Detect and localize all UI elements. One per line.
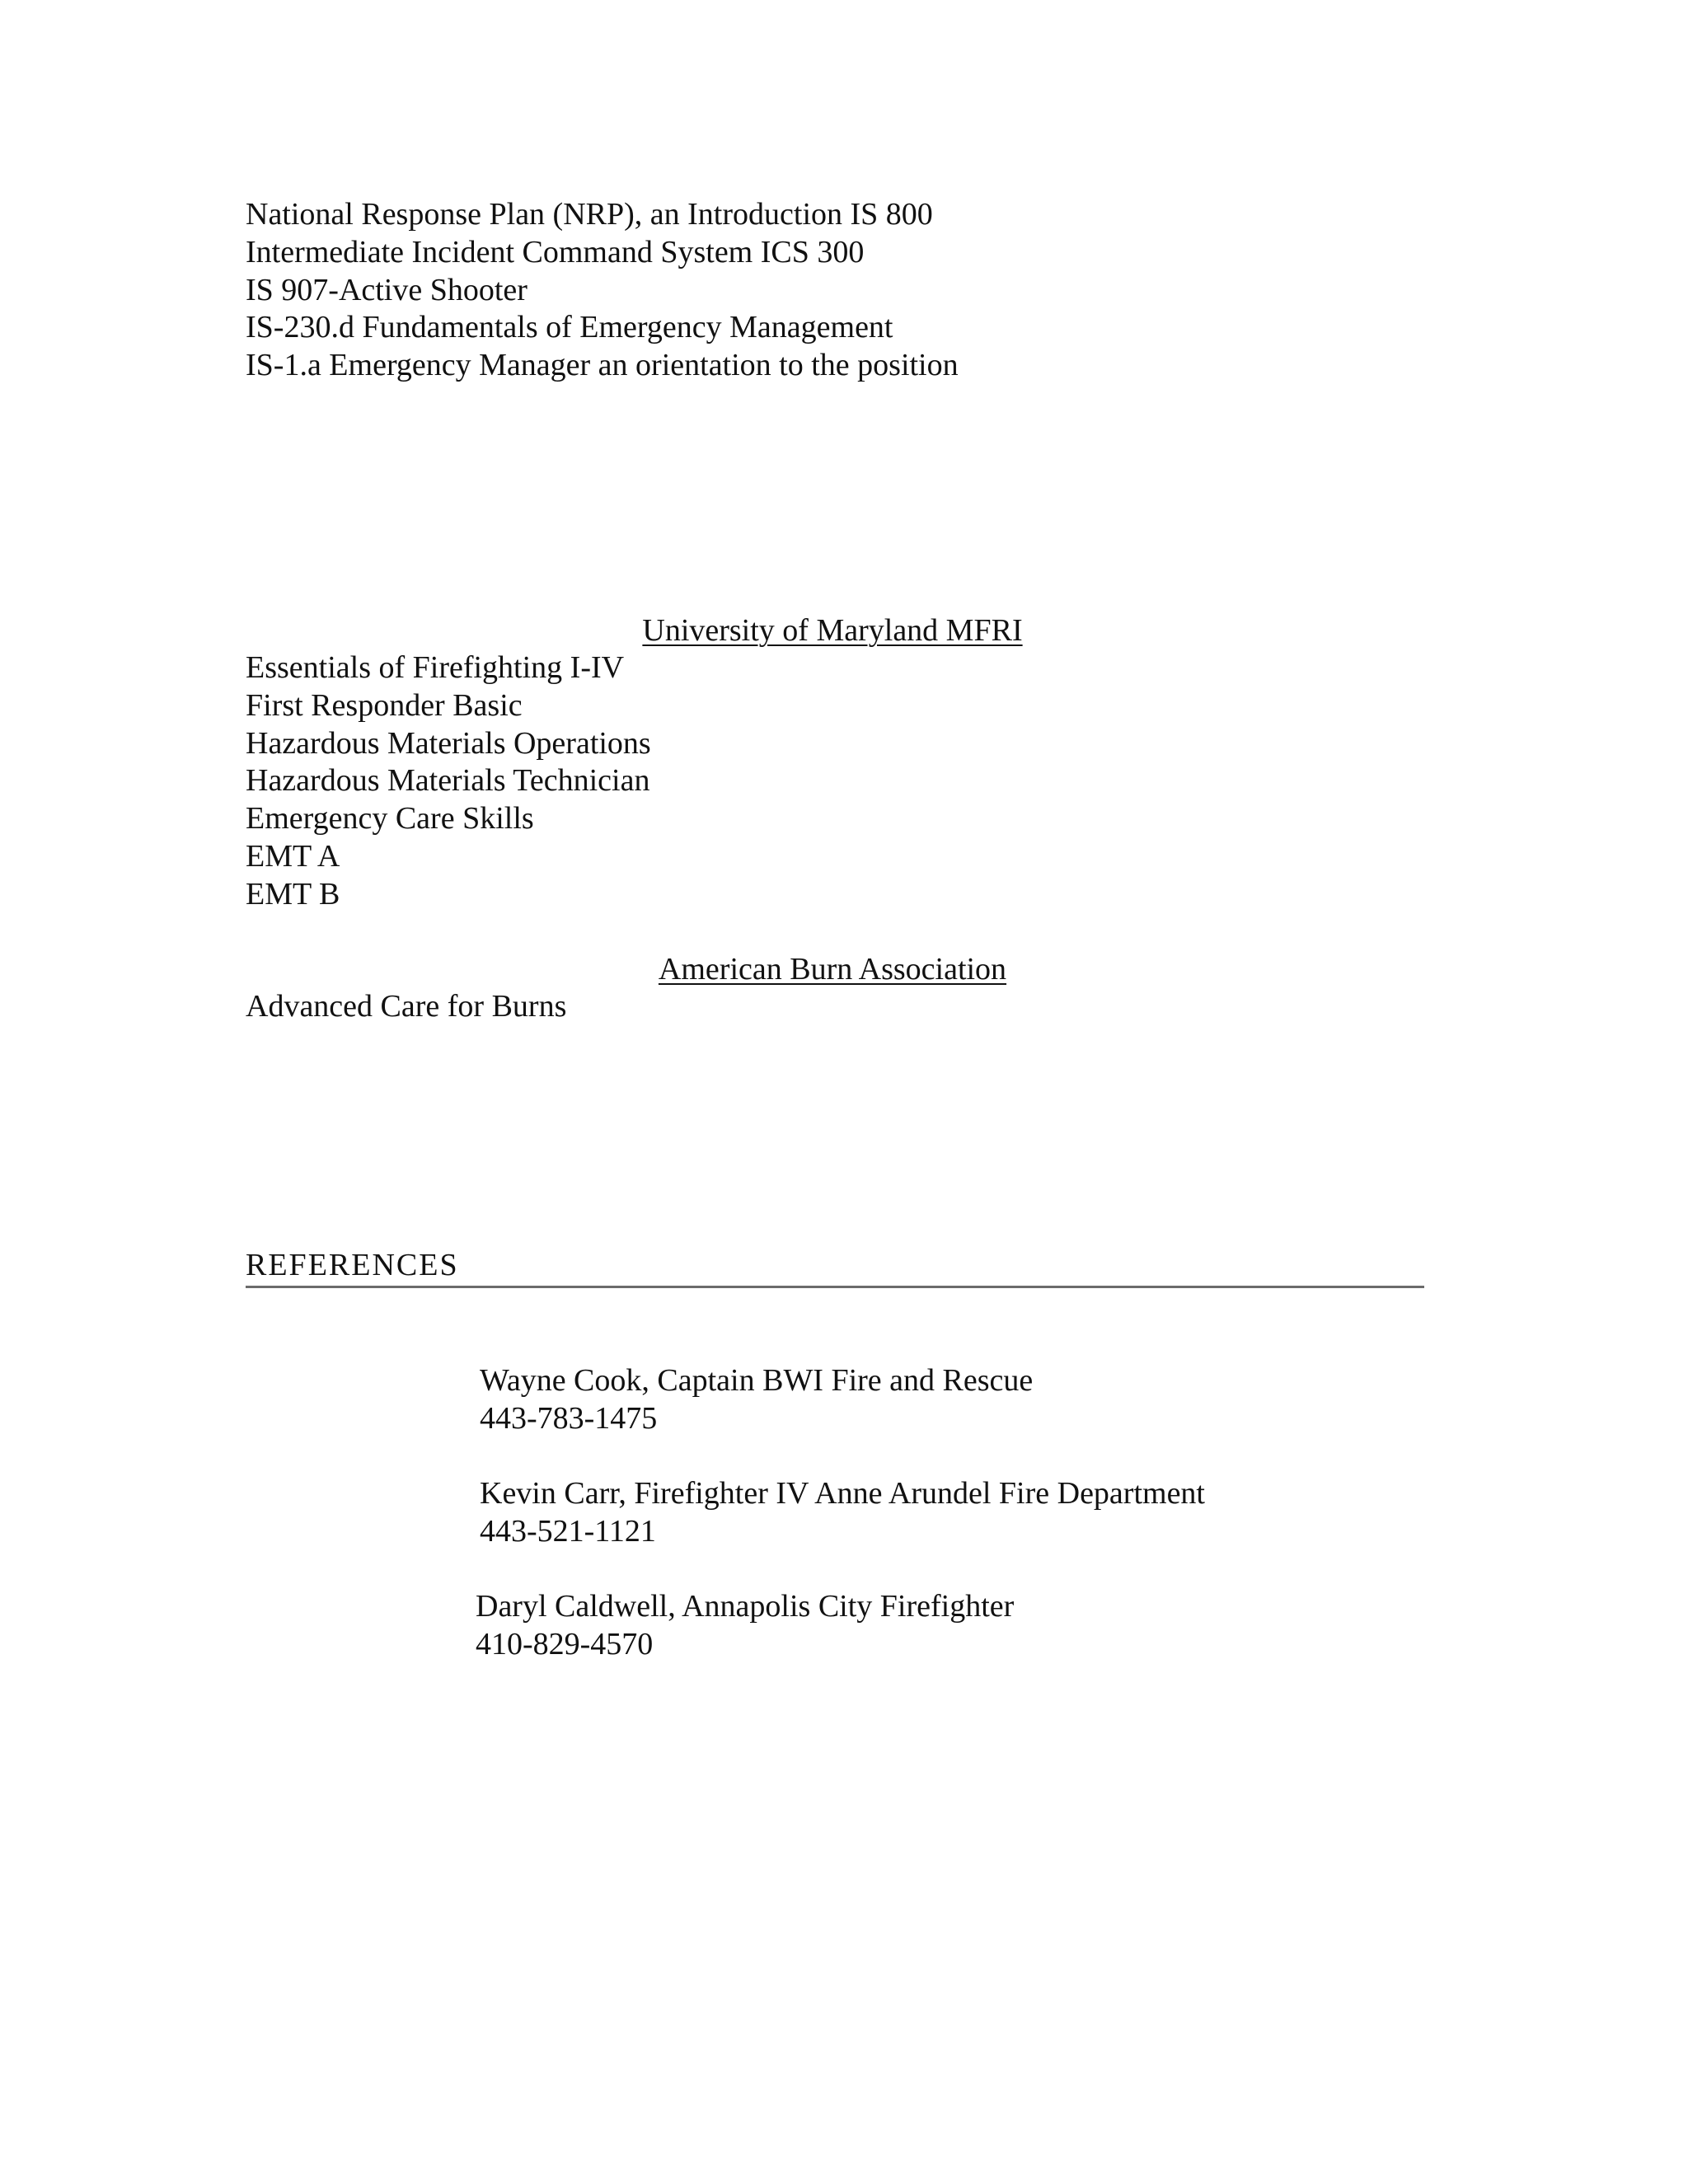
reference-name: Wayne Cook, Captain BWI Fire and Rescue bbox=[480, 1363, 1034, 1398]
reference-entry bbox=[480, 1362, 1033, 1437]
reference-name: Daryl Caldwell, Annapolis City Firefighter bbox=[476, 1589, 1015, 1624]
reference-name: Kevin Carr, Firefighter IV Anne Arundel Fire Department bbox=[480, 1476, 1205, 1511]
course-line: Emergency Care Skills bbox=[246, 801, 534, 837]
course-line: EMT B bbox=[246, 876, 340, 912]
course-line: IS 907-Active Shooter bbox=[246, 272, 528, 307]
aba-course-list bbox=[246, 988, 566, 1026]
course-line: Essentials of Firefighting I-IV bbox=[246, 650, 625, 685]
course-line: Advanced Care for Burns bbox=[246, 989, 567, 1024]
course-line: First Responder Basic bbox=[246, 687, 523, 723]
course-line: Hazardous Materials Operations bbox=[246, 725, 651, 761]
course-line: National Response Plan (NRP), an Introduction IS 800 bbox=[246, 197, 933, 232]
mfri-heading: University of Maryland MFRI bbox=[642, 613, 1023, 648]
course-line: Hazardous Materials Technician bbox=[246, 763, 650, 799]
mfri-course-list bbox=[246, 649, 651, 914]
fema-course-list bbox=[246, 196, 959, 385]
course-line: Intermediate Incident Command System ICS 300 bbox=[246, 234, 865, 269]
section-divider bbox=[246, 1286, 1424, 1288]
reference-entry bbox=[476, 1588, 1014, 1663]
aba-heading: American Burn Association bbox=[658, 952, 1007, 987]
reference-phone: 443-783-1475 bbox=[480, 1400, 658, 1436]
course-line: EMT A bbox=[246, 838, 340, 874]
references-title: REFERENCES bbox=[246, 1248, 459, 1282]
course-line: IS-1.a Emergency Manager an orientation to the position bbox=[246, 348, 959, 383]
reference-entry bbox=[480, 1475, 1205, 1550]
reference-phone: 443-521-1121 bbox=[480, 1513, 656, 1549]
reference-phone: 410-829-4570 bbox=[476, 1626, 654, 1661]
course-line: IS-230.d Fundamentals of Emergency Management bbox=[246, 310, 893, 345]
